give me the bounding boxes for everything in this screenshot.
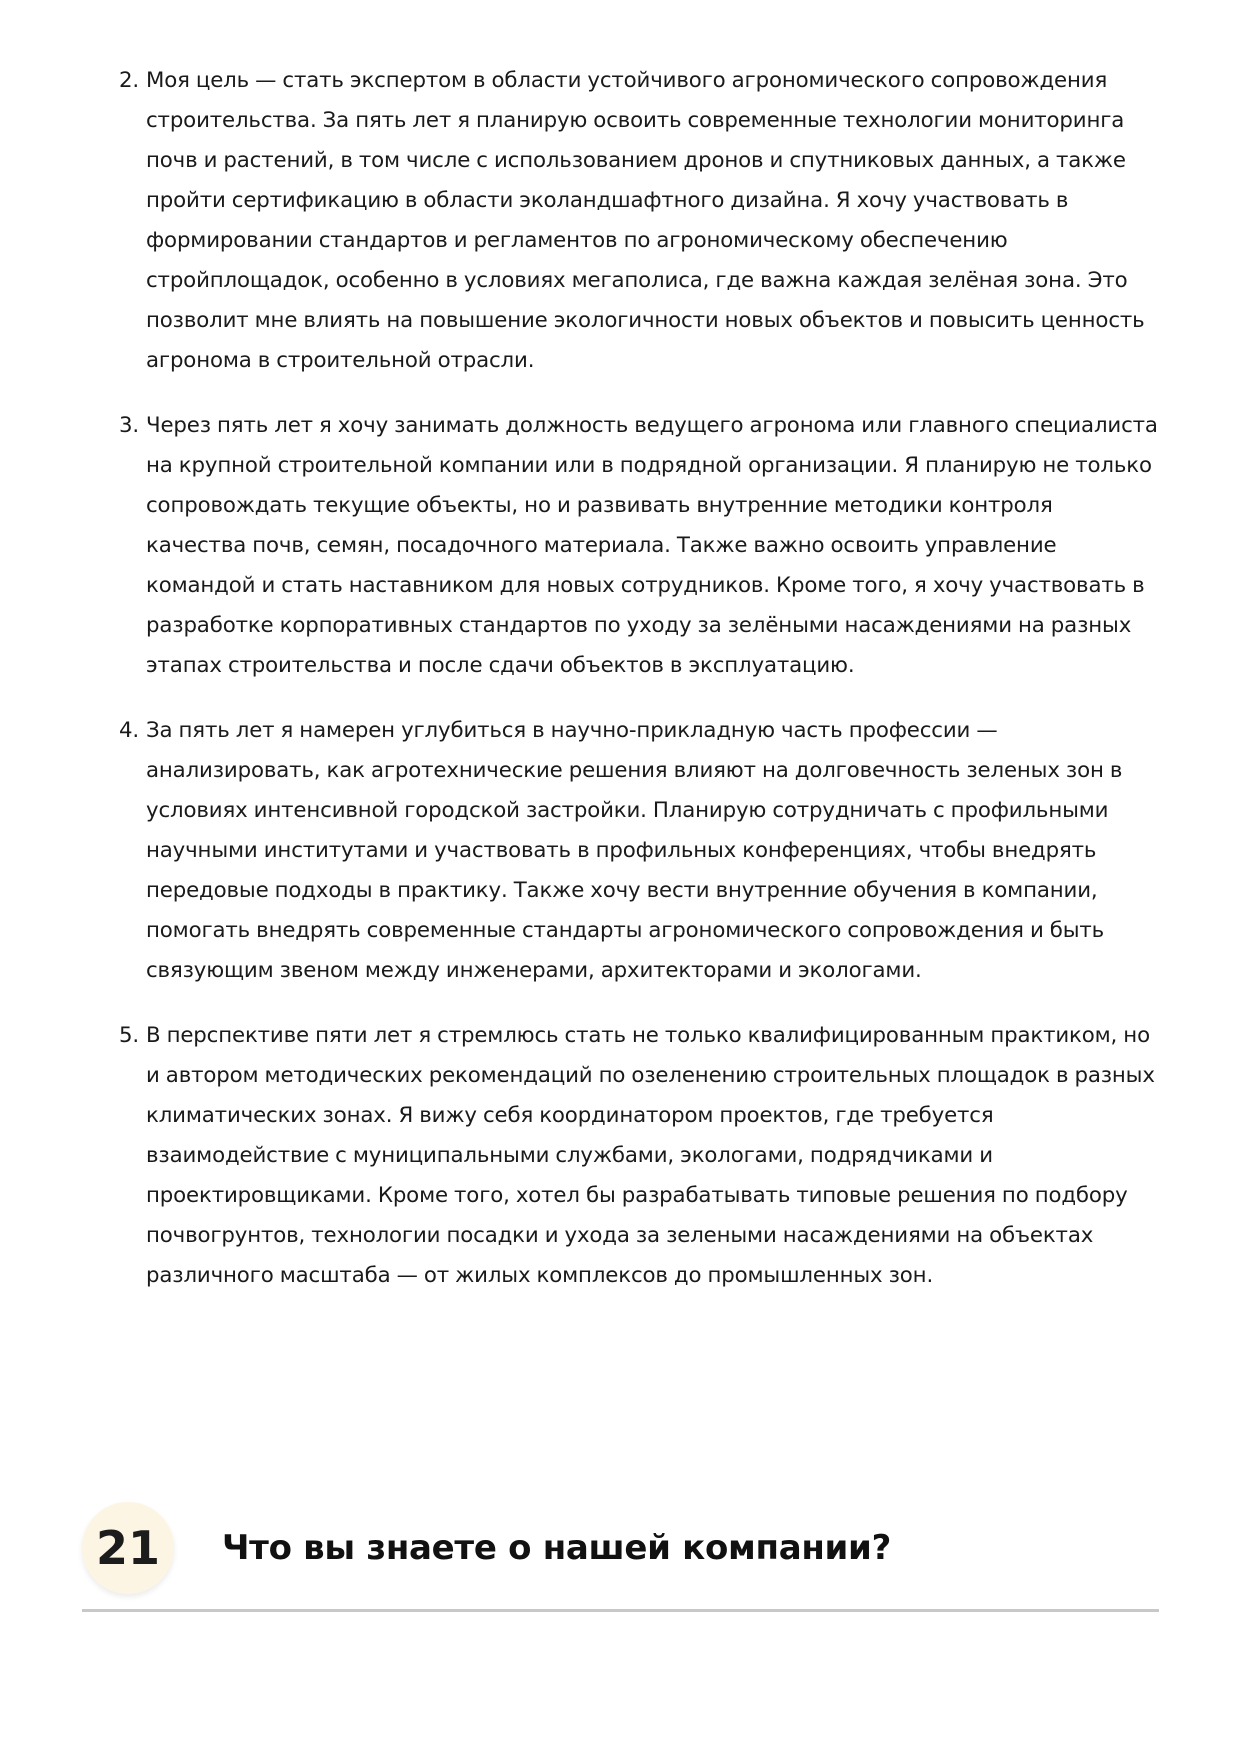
list-item-number: 2.: [119, 68, 140, 93]
question-number-badge: 21: [82, 1502, 174, 1594]
list-item-number: 5.: [119, 1023, 140, 1048]
question-header: [82, 1502, 1159, 1612]
list-item-number: 4.: [119, 718, 140, 743]
list-item: [113, 711, 1158, 991]
list-item: [113, 1016, 1158, 1296]
list-item-text: В перспективе пяти лет я стремлюсь стать не только квалифицированным практиком, но и автором методических рекомендаций по озеленению строительных площадок в разных климатических зонах. Я вижу себя координатором проектов, где требуется взаимодействие с муниципальными службами, экологами, подрядчиками и проектировщиками. Кроме того, хотел бы разрабатывать типовые решения по подбору почвогрунтов, технологии посадки и ухода за зелеными насаждениями на объектах различного масштаба — от жилых комплексов до промышленных зон.: [146, 1023, 1155, 1288]
answer-list: [113, 61, 1158, 1321]
question-title: Что вы знаете о нашей компании?: [222, 1528, 892, 1568]
list-item-text: За пять лет я намерен углубиться в научно-прикладную часть профессии — анализировать, как агротехнические решения влияют на долговечность зеленых зон в условиях интенсивной городской застройки. Планирую сотрудничать с профильными научными институтами и участвовать в профильных конференциях, чтобы внедрять передовые подходы в практику. Также хочу вести внутренние обучения в компании, помогать внедрять современные стандарты агрономического сопровождения и быть связующим звеном между инженерами, архитекторами и экологами.: [146, 718, 1123, 983]
list-item-number: 3.: [119, 413, 140, 438]
list-item: [113, 61, 1158, 381]
list-item: [113, 406, 1158, 686]
question-divider: [82, 1609, 1159, 1612]
list-item-text: Моя цель — стать экспертом в области устойчивого агрономического сопровождения строительства. За пять лет я планирую освоить современные технологии мониторинга почв и растений, в том числе с использованием дронов и спутниковых данных, а также пройти сертификацию в области эколандшафтного дизайна. Я хочу участвовать в формировании стандартов и регламентов по агрономическому обеспечению стройплощадок, особенно в условиях мегаполиса, где важна каждая зелёная зона. Это позволит мне влиять на повышение экологичности новых объектов и повысить ценность агронома в строительной отрасли.: [146, 68, 1145, 373]
list-item-text: Через пять лет я хочу занимать должность ведущего агронома или главного специалиста на крупной строительной компании или в подрядной организации. Я планирую не только сопровождать текущие объекты, но и развивать внутренние методики контроля качества почв, семян, посадочного материала. Также важно освоить управление командой и стать наставником для новых сотрудников. Кроме того, я хочу участвовать в разработке корпоративных стандартов по уходу за зелёными насаждениями на разных этапах строительства и после сдачи объектов в эксплуатацию.: [146, 413, 1158, 678]
